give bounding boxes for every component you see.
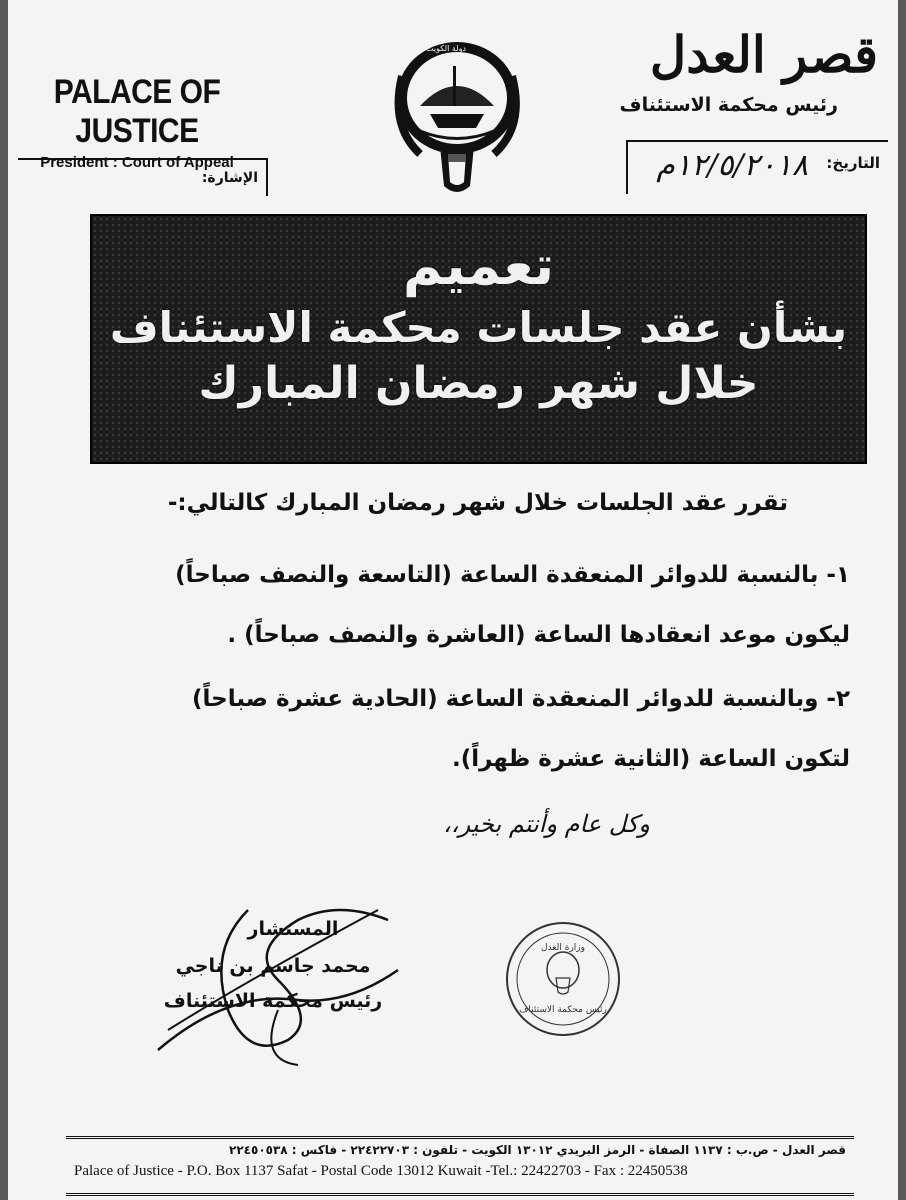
- org-name-english: PALACE OF JUSTICE: [53, 72, 221, 150]
- signatory-name: محمد جاسم بن ناجي: [175, 955, 371, 977]
- closing-greeting: وكل عام وأنتم بخير،،: [443, 810, 650, 838]
- date-value: ١٢/٥/٢٠١٨م: [656, 148, 808, 183]
- title-banner: [90, 214, 867, 464]
- item-1-line-2: ليكون موعد انعقادها الساعة (العاشرة والنصف صباحاً) .: [227, 622, 850, 648]
- footer: [66, 1136, 854, 1196]
- item-2-line-1: ٢- وبالنسبة للدوائر المنعقدة الساعة (الحادية عشرة صباحاً): [192, 686, 850, 712]
- item-1-line-1: ١- بالنسبة للدوائر المنعقدة الساعة (التاسعة والنصف صباحاً): [175, 562, 850, 588]
- signatory-role: رئيس محكمة الاستئناف: [163, 990, 383, 1012]
- emblem-caption: دولة الكويت: [426, 44, 466, 53]
- stamp-text-bottom: رئيس محكمة الاستئناف: [519, 1005, 607, 1015]
- date-field: [626, 140, 888, 194]
- footer-arabic: قصر العدل - ص.ب : ١١٣٧ الصفاة - الرمز البريدي ١٣٠١٢ الكويت - تلفون : ٢٢٤٢٢٧٠٣ - فاكس : ٢٢٤٥٠٥٣٨: [229, 1143, 846, 1157]
- handwritten-signature-icon: [148, 890, 408, 1070]
- stamp-text-top: وزارة العدل: [541, 943, 585, 953]
- item-2-line-2: لتكون الساعة (الثانية عشرة ظهراً).: [451, 746, 850, 772]
- kuwait-emblem-icon: [390, 36, 525, 201]
- official-stamp-icon: [504, 920, 622, 1038]
- circular-body: [50, 490, 850, 838]
- org-subtitle-english: President : Court of Appeal: [40, 154, 234, 171]
- reference-field: [18, 158, 268, 196]
- header-arabic: [578, 25, 878, 116]
- org-subtitle-arabic: رئيس محكمة الاستئناف: [619, 94, 838, 116]
- reference-label: الإشارة:: [201, 170, 258, 186]
- signatory-title: المستشار: [247, 918, 339, 940]
- footer-english: Palace of Justice - P.O. Box 1137 Safat - Postal Code 13012 Kuwait -Tel.: 22422703 - Fax : 22450538: [74, 1163, 688, 1179]
- banner-subtitle-2: خلال شهر رمضان المبارك: [198, 358, 759, 409]
- date-label: التاريخ:: [826, 154, 880, 172]
- banner-title: تعميم: [402, 234, 555, 297]
- org-name-arabic: قصر العدل: [649, 25, 878, 84]
- intro-paragraph: تقرر عقد الجلسات خلال شهر رمضان المبارك كالتالي:-: [167, 490, 788, 516]
- banner-subtitle-1: بشأن عقد جلسات محكمة الاستئناف: [109, 303, 848, 352]
- document-page: [8, 0, 898, 1200]
